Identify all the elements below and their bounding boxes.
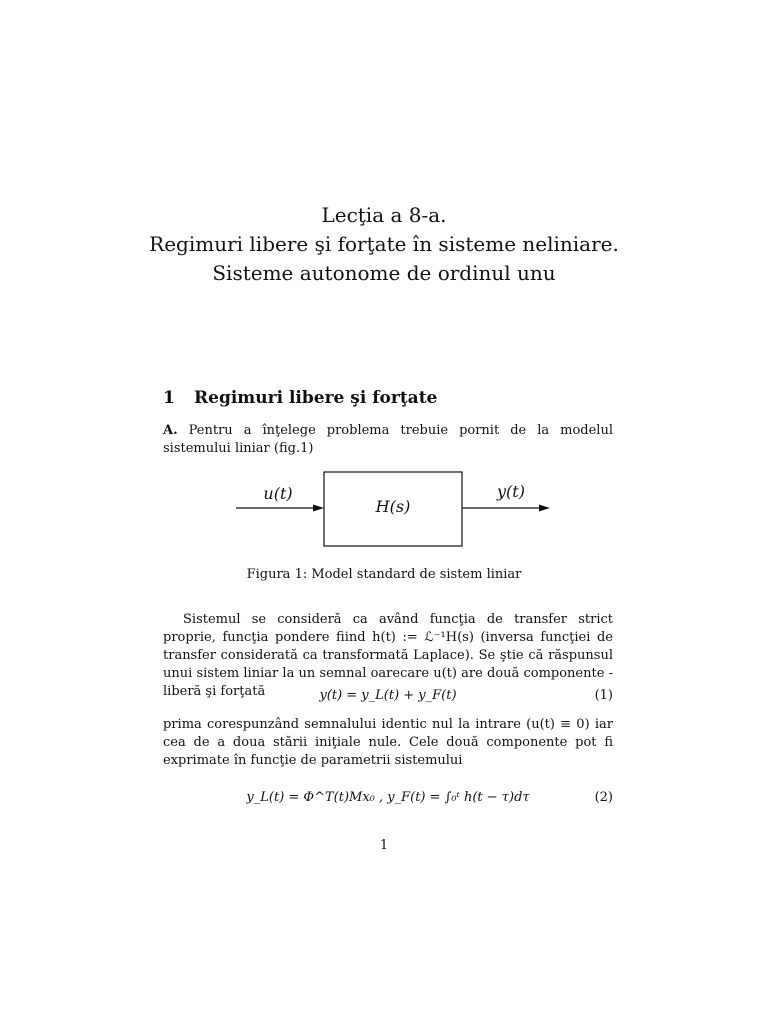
title-line-3: Sisteme autonome de ordinul unu <box>212 261 556 285</box>
block-diagram <box>230 465 560 555</box>
title-line-2: Regimuri libere şi forţate în sisteme neliniare. <box>149 232 619 256</box>
body-paragraph: Sistemul se consideră ca având funcţia de transfer strict proprie, funcţia pondere fiind h(t) := ℒ⁻¹H(s) (inversa funcţiei de transfer considerată ca transformată Laplace). Se ştie că răspunsul unui sistem liniar la un semnal oarecare u(t) are două componente - liberă şi forţată <box>163 612 613 699</box>
input-arrowhead <box>313 505 324 512</box>
document-title <box>0 201 768 288</box>
block-diagram-svg <box>230 465 560 555</box>
page-number: 1 <box>379 838 389 853</box>
intro-paragraph <box>163 422 613 458</box>
equation-1-expression: y(t) = y_L(t) + y_F(t) <box>319 688 457 703</box>
intro-text: Pentru a înţelege problema trebuie pornit de la modelul sistemului liniar (fig.1) <box>163 423 613 456</box>
section-title: Regimuri libere şi forţate <box>194 388 438 408</box>
equation-2-expression: y_L(t) = Φ^T(t)Mx₀ , y_F(t) = ∫₀ᵗ h(t − τ)dτ <box>246 790 530 805</box>
equation-2-number: (2) <box>594 790 613 805</box>
output-signal-label: y(t) <box>497 482 525 501</box>
title-line-1: Lecţia a 8-a. <box>321 203 447 227</box>
section-number: 1 <box>163 388 175 408</box>
equation-1 <box>163 688 613 703</box>
transfer-function-label: H(s) <box>375 497 411 516</box>
input-signal-label: u(t) <box>263 484 293 503</box>
equation-1-number: (1) <box>594 688 613 703</box>
output-arrowhead <box>539 505 550 512</box>
intro-label: A. <box>163 423 178 438</box>
section-heading <box>163 388 437 408</box>
body-paragraph-2: prima corespunzând semnalului identic nul la intrare (u(t) ≡ 0) iar cea de a doua stării iniţiale nule. Cele două componente pot fi exprimate în funcţie de parametrii sistemului <box>163 717 613 768</box>
figure-caption: Figura 1: Model standard de sistem liniar <box>246 567 522 582</box>
equation-2 <box>163 790 613 805</box>
